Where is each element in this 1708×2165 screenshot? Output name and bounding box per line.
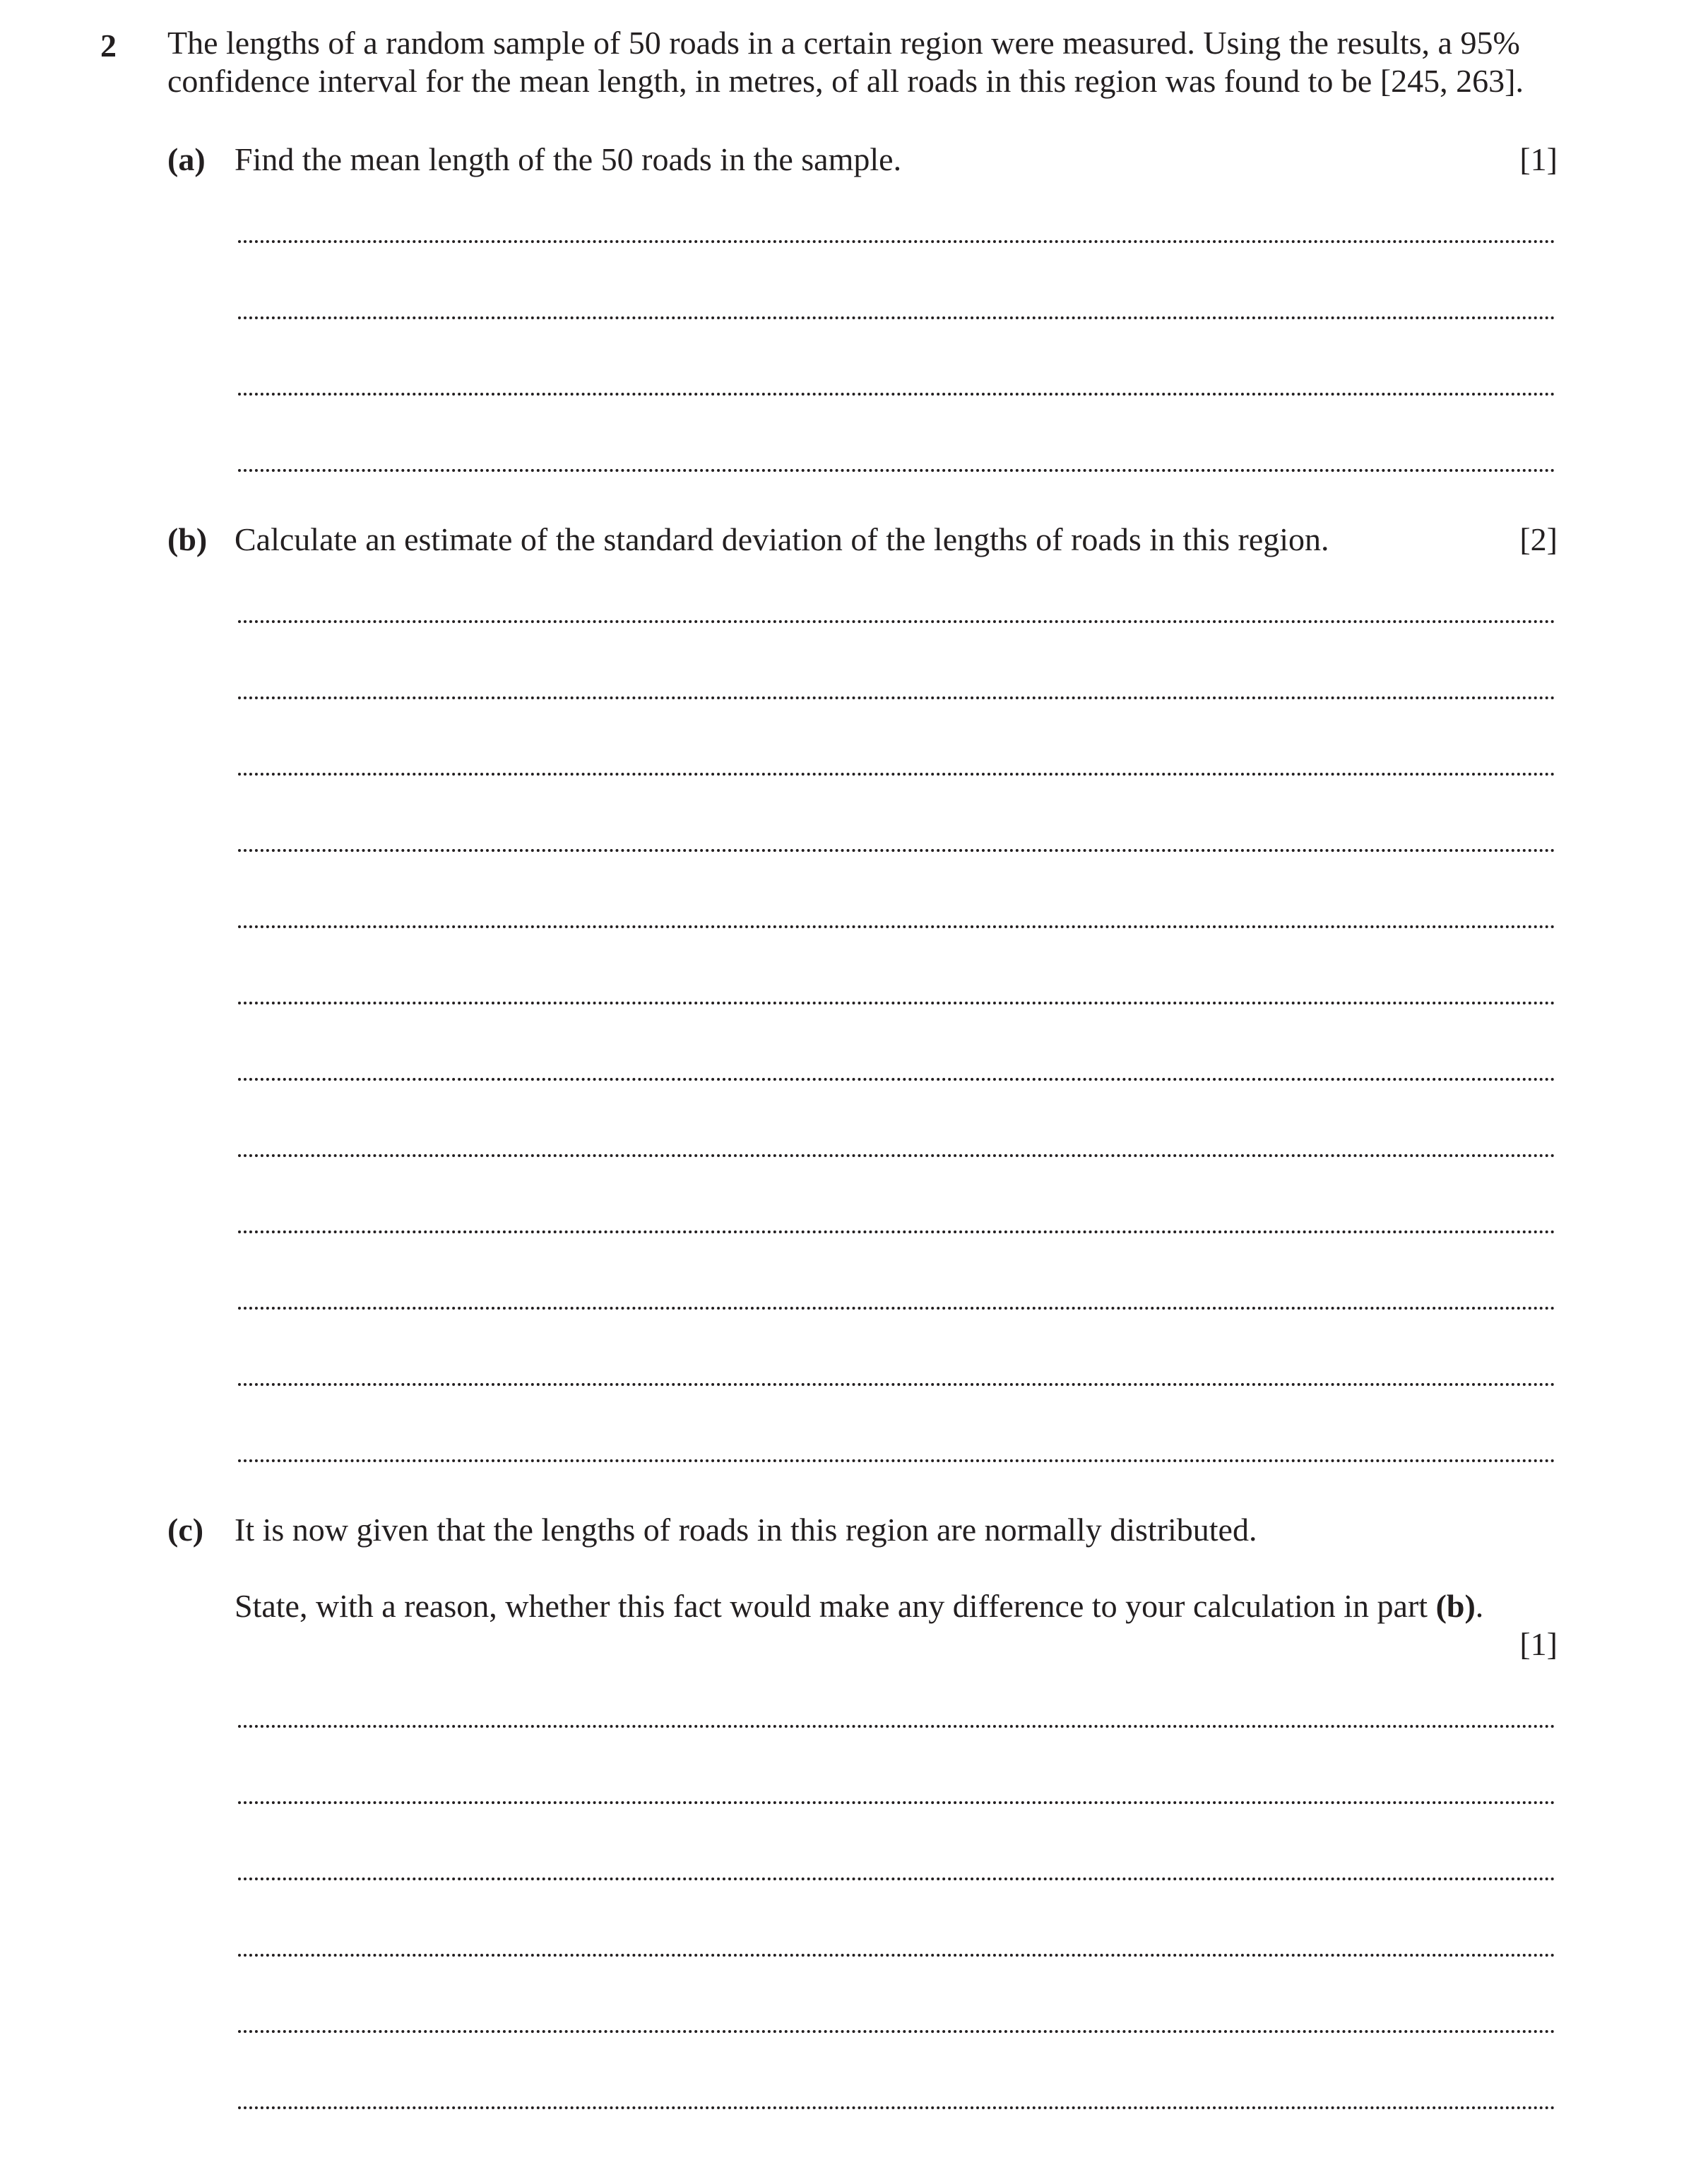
answer-line-c-5[interactable] [238,2030,1555,2033]
part-a-marks: [1] [1519,141,1558,177]
part-c-marks: [1] [1519,1626,1558,1662]
part-c-label: (c) [167,1512,204,1548]
answer-line-c-3[interactable] [238,1878,1555,1880]
answer-line-b-10[interactable] [238,1307,1555,1310]
answer-line-a-3[interactable] [238,393,1555,396]
part-b-text: Calculate an estimate of the standard deviation of the lengths of roads in this region. [235,521,1329,557]
part-a-label: (a) [167,141,206,177]
question-stem [167,24,1580,100]
answer-line-b-12[interactable] [238,1459,1555,1462]
answer-line-a-2[interactable] [238,316,1555,319]
answer-line-b-5[interactable] [238,925,1555,928]
answer-line-c-6[interactable] [238,2106,1555,2109]
part-b-marks: [2] [1519,521,1558,557]
answer-line-b-2[interactable] [238,696,1555,699]
answer-line-c-4[interactable] [238,1954,1555,1957]
answer-line-b-9[interactable] [238,1230,1555,1233]
answer-line-c-2[interactable] [238,1801,1555,1804]
answer-line-b-4[interactable] [238,849,1555,852]
answer-line-b-1[interactable] [238,620,1555,623]
answer-line-b-3[interactable] [238,773,1555,776]
answer-line-b-11[interactable] [238,1383,1555,1386]
answer-line-b-6[interactable] [238,1002,1555,1004]
part-a-text: Find the mean length of the 50 roads in the sample. [235,141,902,177]
part-c-text-2-start: State, with a reason, whether this fact would make any difference to your calculation in part [235,1588,1436,1624]
stem-line-1: The lengths of a random sample of 50 roads in a certain region were measured. Using the results, a 95% [167,25,1520,61]
question-number: 2 [100,28,117,64]
answer-line-b-8[interactable] [238,1154,1555,1157]
answer-line-b-7[interactable] [238,1078,1555,1081]
answer-line-c-1[interactable] [238,1725,1555,1728]
part-c-text-2-end: . [1475,1588,1484,1624]
stem-line-2: confidence interval for the mean length, in metres, of all roads in this region was found to be [245, 263]. [167,63,1524,99]
part-c-text-1: It is now given that the lengths of roads in this region are normally distributed. [235,1512,1257,1548]
part-c-text-2 [235,1587,1483,1625]
answer-line-a-1[interactable] [238,240,1555,243]
part-c-part-reference: (b) [1435,1588,1476,1624]
answer-line-a-4[interactable] [238,469,1555,472]
part-b-label: (b) [167,521,208,557]
